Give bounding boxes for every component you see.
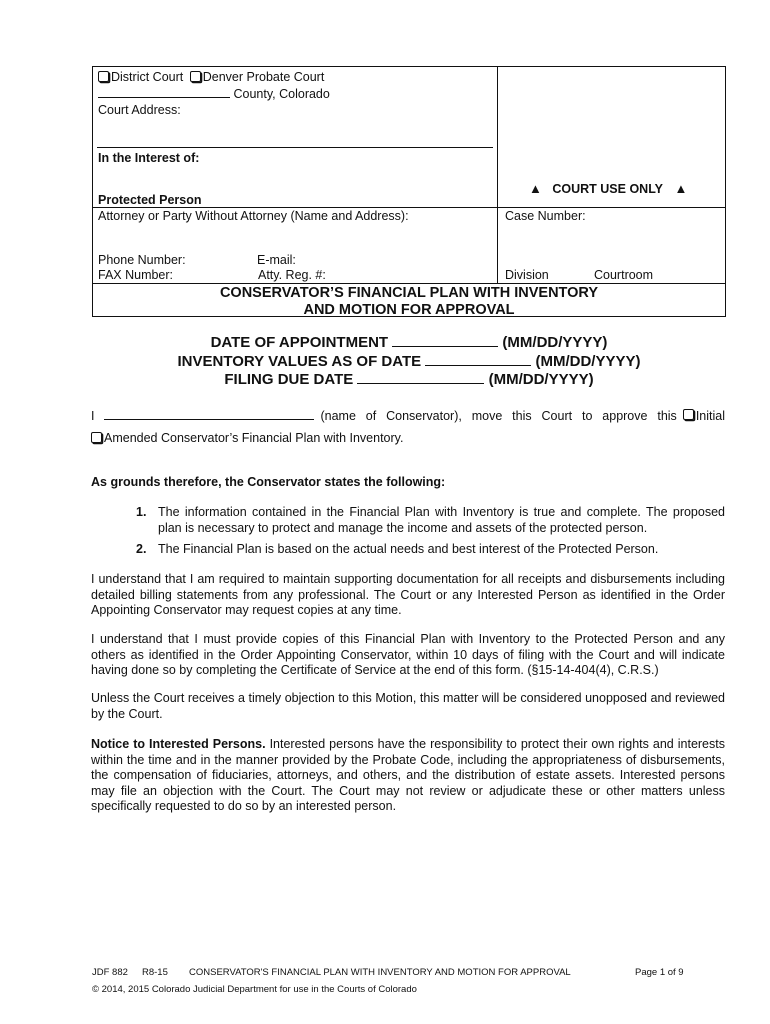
- denver-probate-checkbox[interactable]: [190, 71, 201, 82]
- appointment-date-label: DATE OF APPOINTMENT: [210, 334, 389, 351]
- amended-label: Amended Conservator’s Financial Plan with Inventory.: [104, 431, 404, 445]
- inventory-date-row: [92, 353, 726, 370]
- date-format: (MM/DD/YYYY): [488, 371, 594, 388]
- notice-paragraph: [91, 737, 725, 815]
- court-address-label: Court Address:: [98, 103, 181, 117]
- protected-person-label: Protected Person: [98, 193, 202, 207]
- amended-checkbox[interactable]: [91, 432, 102, 443]
- filing-date-field[interactable]: [357, 383, 484, 384]
- county-row: [98, 87, 330, 101]
- form-title-line1: CONSERVATOR’S FINANCIAL PLAN WITH INVENTORY: [219, 285, 599, 301]
- amended-option: [91, 431, 403, 445]
- item-text: The information contained in the Financial Plan with Inventory is true and complete. The proposed plan is necessary to protect and manage the income and assets of the protected person.: [158, 505, 725, 535]
- item-number: 1.: [136, 505, 147, 519]
- objection-paragraph: Unless the Court receives a timely objection to this Motion, this matter will be considered unopposed and reviewed by the Court.: [91, 691, 725, 721]
- courtroom-label: Courtroom: [594, 268, 654, 282]
- footer-page: Page 1 of 9: [635, 967, 684, 978]
- grounds-heading: As grounds therefore, the Conservator states the following:: [91, 475, 446, 489]
- notice-heading: Notice to Interested Persons.: [91, 737, 266, 751]
- triangle-up-icon: ▲: [674, 181, 688, 196]
- court-use-only-label: COURT USE ONLY: [552, 182, 664, 196]
- case-number-label: Case Number:: [505, 209, 586, 223]
- caption-vertical-divider: [497, 66, 498, 283]
- initial-label: Initial: [695, 409, 725, 423]
- filing-date-label: FILING DUE DATE: [224, 371, 354, 388]
- footer-form-name: CONSERVATOR'S FINANCIAL PLAN WITH INVENTORY AND MOTION FOR APPROVAL: [189, 967, 571, 978]
- footer-form-id: JDF 882: [92, 967, 128, 978]
- footer-copyright: © 2014, 2015 Colorado Judicial Department for use in the Courts of Colorado: [92, 984, 417, 995]
- court-use-only: [529, 181, 687, 196]
- interest-line: [97, 147, 493, 148]
- in-interest-label: In the Interest of:: [98, 151, 200, 165]
- fax-label: FAX Number:: [98, 268, 174, 282]
- appointment-date-row: [92, 334, 726, 351]
- county-field[interactable]: [98, 97, 230, 98]
- motion-prefix: I: [91, 409, 95, 423]
- motion-text: (name of Conservator), move this Court to approve this: [320, 409, 677, 423]
- district-court-checkbox[interactable]: [98, 71, 109, 82]
- motion-line: [91, 409, 725, 423]
- caption-divider-1: [92, 207, 726, 208]
- triangle-up-icon: ▲: [529, 181, 542, 196]
- item-text: The Financial Plan is based on the actual needs and best interest of the Protected Person.: [158, 542, 659, 556]
- email-label: E-mail:: [257, 253, 296, 267]
- atty-reg-label: Atty. Reg. #:: [258, 268, 326, 282]
- documentation-paragraph: I understand that I am required to maintain supporting documentation for all receipts and disbursements including detailed billing statements from any professional. The Court or any Interested Person as identified in the Order Appointing Conservator may request copies at any time.: [91, 572, 725, 617]
- denver-probate-label: Denver Probate Court: [202, 70, 325, 84]
- copies-paragraph: I understand that I must provide copies of this Financial Plan with Inventory to the Protected Person and any others as identified in the Order Appointing Conservator, within 10 days of filing with the Court and will indicate having done so by completing the Certificate of Service at the end of this form. (§15-14-404(4), C.R.S.): [91, 632, 725, 677]
- form-title-line2: AND MOTION FOR APPROVAL: [303, 302, 515, 318]
- inventory-date-field[interactable]: [425, 365, 531, 366]
- filing-date-row: [92, 371, 726, 388]
- caption-divider-2: [92, 283, 726, 284]
- inventory-date-label: INVENTORY VALUES AS OF DATE: [177, 353, 422, 370]
- division-label: Division: [505, 268, 549, 282]
- date-format: (MM/DD/YYYY): [535, 353, 641, 370]
- phone-label: Phone Number:: [98, 253, 186, 267]
- footer-revision: R8-15: [142, 967, 168, 978]
- court-options: [98, 70, 324, 84]
- district-court-label: District Court: [111, 70, 184, 84]
- notice-text: Interested persons have the responsibility to protect their own rights and interests within the time and in the manner provided by the Probate Code, including the appropriateness of disbursements, the compensation of fiduciaries, attorneys, and others, and the distribution of estate assets. Interested persons may file an objection with the Court. The Court may not review or adjudicate these or other matters unless specifically requested to do so by an interested person.: [91, 737, 725, 813]
- county-suffix: County, Colorado: [233, 87, 330, 101]
- initial-checkbox[interactable]: [683, 409, 694, 420]
- conservator-name-field[interactable]: [104, 419, 314, 420]
- item-number: 2.: [136, 542, 147, 556]
- appointment-date-field[interactable]: [392, 346, 498, 347]
- date-format: (MM/DD/YYYY): [502, 334, 608, 351]
- attorney-label: Attorney or Party Without Attorney (Name and Address):: [98, 209, 409, 223]
